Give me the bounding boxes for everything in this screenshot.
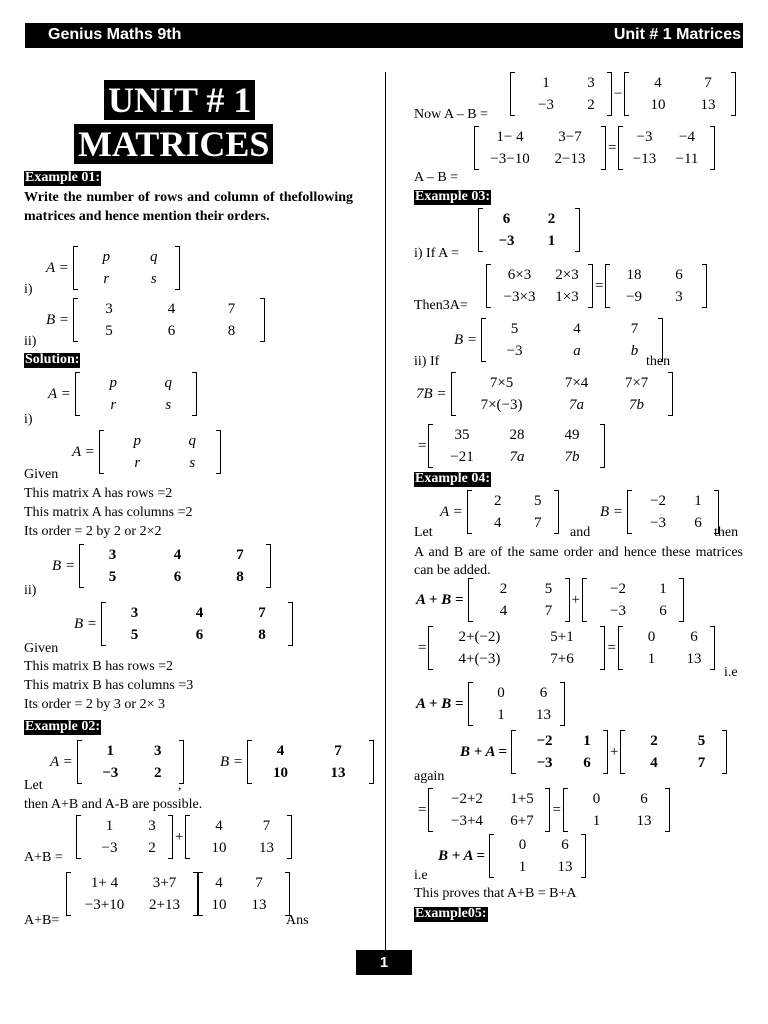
example-03-heading: Example 03: — [415, 189, 491, 204]
seven-b-result: = 35 28 49 −21 7a 7b — [416, 424, 605, 468]
let-label-ex4: Let — [414, 525, 433, 540]
a-plus-b-label-2: A+B= — [24, 913, 60, 928]
page-number: 1 — [356, 950, 412, 975]
example-02-heading: Example 02: — [25, 719, 101, 734]
ie-label-1: i.e — [724, 665, 738, 680]
possible-text: then A+B and A-B are possible. — [24, 797, 203, 812]
b-plus-a-step: = −2+2 1+5 −3+4 6+7 = 0 6 1 13 — [416, 788, 670, 832]
matrices-title: MATRICES — [74, 124, 273, 164]
matrix-a-ex2: A = 1 3 −3 2 — [50, 740, 184, 784]
cols-b-text: This matrix B has columns =3 — [24, 678, 194, 693]
three-a-matrices: 6×3 2×3 −3×3 1×3 = 18 6 −9 3 — [486, 264, 707, 308]
given-1: Given — [24, 467, 59, 482]
ex1-label-ii: ii) — [24, 334, 37, 349]
let-text: Let — [24, 778, 43, 793]
sol-label-ii: ii) — [24, 583, 37, 598]
matrix-a-2: A = p q r s — [48, 372, 197, 416]
cols-a-text: This matrix A has columns =2 — [24, 505, 193, 520]
b-plus-a-ex4: B + A = −2 1 −3 6 + 2 5 4 7 — [460, 730, 727, 774]
if-a-label: i) If A = — [414, 246, 459, 261]
example-01-text: Write the number of rows and column of thefollowing matrices and hence mention their orders. — [24, 190, 353, 224]
matrix-b-ex4: B = −2 1 −3 6 — [600, 490, 719, 534]
a-minus-b-label: A – B = — [414, 170, 459, 185]
proves-text: This proves that A+B = B+A — [414, 886, 577, 901]
header-right: Unit # 1 Matrices — [613, 26, 741, 43]
order-a-text: Its order = 2 by 2 or 2×2 — [24, 524, 162, 539]
then-label-ex4: then — [714, 525, 739, 540]
now-a-minus-b: Now A – B = — [414, 107, 489, 122]
a-minus-b-matrices: 1 3 −3 2 − 4 7 10 13 — [510, 72, 736, 116]
ii-if-label: ii) If — [414, 354, 440, 369]
column-divider — [385, 72, 386, 950]
a-plus-b-ex4: A + B = 2 5 4 7 + −2 1 −3 6 — [416, 578, 684, 622]
matrix-b-3: B = 3 4 7 5 6 8 — [74, 602, 293, 646]
example-04-heading: Example 04: — [415, 471, 491, 486]
order-b-text: Its order = 2 by 3 or 2× 3 — [24, 697, 165, 712]
seven-b-matrix: 7B = 7×5 7×4 7×7 7×(−3) 7a 7b — [416, 372, 673, 416]
same-order-text: A and B are of the same order and hence these matrices can be added. — [414, 545, 743, 578]
ie-label-2: i.e — [414, 868, 428, 883]
given-2: Given — [24, 641, 59, 656]
a-plus-b-sum-1: 1 3 −3 2 + 4 7 10 13 — [76, 815, 292, 859]
then-3a-label: Then3A= — [414, 298, 468, 313]
a-plus-b-ex4-step: = 2+(−2) 5+1 4+(−3) 7+6 = 0 6 1 13 — [416, 626, 715, 670]
and-label: and — [570, 525, 591, 540]
a-plus-b-label-1: A+B = — [24, 850, 63, 865]
a-minus-b-result: 1− 4 3−7 −3−10 2−13 = −3 −4 −13 −11 — [474, 126, 715, 170]
rows-a-text: This matrix A has rows =2 — [24, 486, 173, 501]
a-plus-b-sum-2: 1+ 4 3+7 −3+10 2+13 4 7 10 13 — [66, 872, 290, 916]
b-plus-a-result: B + A = 0 6 1 13 — [438, 834, 586, 878]
matrix-a-ex4: A = 2 5 4 7 — [440, 490, 559, 534]
matrix-b-ex3: B = 5 4 7 −3 a b — [454, 318, 663, 362]
ex1-label-i: i) — [24, 282, 33, 297]
ans-text: Ans — [286, 913, 309, 928]
example-01-heading: Example 01: — [25, 170, 101, 185]
header-bar — [25, 23, 743, 48]
solution-heading: Solution: — [25, 352, 80, 367]
example-05-heading: Example05: — [415, 906, 487, 921]
rows-b-text: This matrix B has rows =2 — [24, 659, 174, 674]
a-plus-b-result: A + B = 0 6 1 13 — [416, 682, 565, 726]
matrix-a-1: A = p q r s — [46, 246, 180, 290]
then-label: then — [646, 354, 671, 369]
sol-label-i: i) — [24, 412, 33, 427]
matrix-b-ex2: B = 4 7 10 13 — [220, 740, 374, 784]
matrix-b-1: B = 3 4 7 5 6 8 — [46, 298, 265, 342]
matrix-b-2: B = 3 4 7 5 6 8 — [52, 544, 271, 588]
comma-text: , — [178, 778, 182, 793]
matrix-a-3: A = p q r s — [72, 430, 221, 474]
matrix-a-ex3: 6 2 −3 1 — [478, 208, 580, 252]
header-left: Genius Maths 9th — [48, 26, 182, 43]
again-label: again — [414, 769, 445, 784]
unit-title: UNIT # 1 — [104, 80, 255, 120]
